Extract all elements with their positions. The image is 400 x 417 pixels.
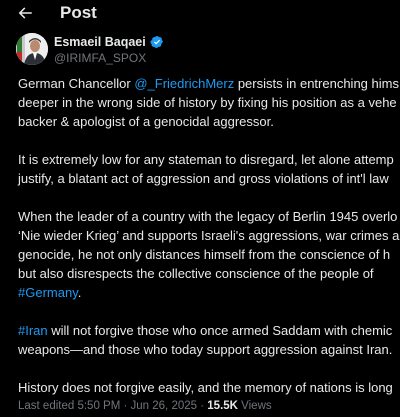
post-author [16, 33, 400, 69]
author-handle[interactable]: @IRIMFA_SPOX [54, 51, 147, 65]
views-count: 15.5K [207, 400, 238, 412]
text-line: but also disrespects the collective conscience of the people of [18, 266, 374, 281]
separator: · [120, 400, 131, 412]
avatar-image [16, 33, 48, 65]
paragraph [18, 321, 400, 359]
text: German Chancellor [18, 76, 135, 91]
text-line: When the leader of a country with the legacy of Berlin 1945 overlo [18, 209, 398, 224]
text-line [18, 283, 400, 302]
author-name[interactable]: Esmaeil Baqaei [54, 35, 146, 49]
separator: · [197, 400, 208, 412]
paragraph [18, 207, 400, 302]
hashtag-link[interactable]: #Iran [18, 323, 48, 338]
text-line: History does not forgive easily, and the memory of nations is long [18, 380, 393, 395]
text: persists in entrenching hims [234, 76, 399, 91]
verified-badge-icon [150, 35, 164, 49]
hashtag-link[interactable]: #Germany [18, 285, 78, 300]
text-line: justify, a blatant act of aggression and gross violations of int'l law [18, 171, 389, 186]
mention-link[interactable]: @_FriedrichMerz [134, 76, 235, 91]
text-line [18, 74, 400, 93]
views-label: Views [237, 400, 272, 412]
text-line: ‘Nie wieder Krieg’ and supports Israeli's aggressions, war crimes a [18, 228, 400, 243]
text-line: backer & apologist of a genocidal aggressor. [18, 114, 274, 129]
edited-timestamp[interactable]: Last edited 5:50 PM [18, 400, 121, 412]
avatar[interactable] [16, 33, 48, 65]
text-line: deeper in the wrong side of history by fixing his position as a vehe [18, 95, 397, 110]
text: will not forgive those who once armed Saddam with chemic [47, 323, 393, 338]
text-line: genocide, he not only distances himself from the conscience of h [18, 247, 391, 262]
paragraph [18, 378, 400, 397]
post-date[interactable]: Jun 26, 2025 [130, 400, 198, 412]
paragraph [18, 150, 400, 188]
text: . [77, 285, 82, 300]
text-line: It is extremely low for any stateman to disregard, let alone attemp [18, 152, 394, 167]
post-text [18, 74, 400, 416]
arrow-left-icon [16, 4, 34, 22]
page-title: Post [60, 3, 97, 22]
top-bar [0, 0, 400, 26]
post-metadata [18, 398, 272, 414]
back-button[interactable] [14, 2, 36, 24]
text-line: weapons—and those who today support aggression against Iran. [18, 342, 393, 357]
text-line [18, 321, 400, 340]
paragraph [18, 74, 400, 131]
